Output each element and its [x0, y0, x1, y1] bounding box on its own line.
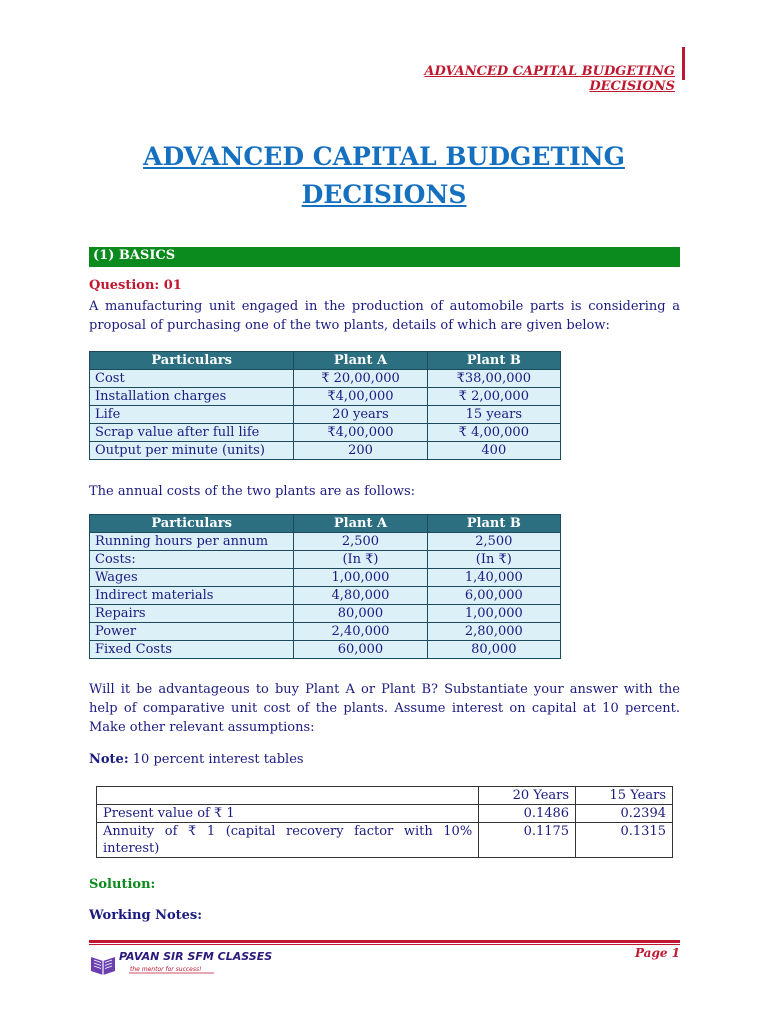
table-header-row: [97, 787, 673, 805]
header-cell: Plant B: [427, 515, 560, 533]
table-cell: Running hours per annum: [90, 533, 294, 551]
table-cell: 6,00,000: [427, 587, 560, 605]
question-intro: A manufacturing unit engaged in the production of automobile parts is considering a proposal of purchasing one of the two plants, details of which are given below:: [89, 299, 680, 333]
table-cell: 1,00,000: [294, 569, 427, 587]
question-text: Will it be advantageous to buy Plant A or Plant B? Substantiate your answer with the help of comparative unit cost of the plants. Assume interest on capital at 10 percent. Make other relevant assumptions:: [89, 682, 680, 735]
header-cell: [97, 787, 479, 805]
table-cell: ₹ 20,00,000: [294, 370, 427, 388]
table-row: [90, 623, 561, 641]
table-cell: 1,00,000: [427, 605, 560, 623]
table-header-row: [90, 515, 561, 533]
header-cell: 20 Years: [479, 787, 576, 805]
table-row: [90, 406, 561, 424]
note-label: Note:: [89, 752, 129, 767]
table-cell: Life: [90, 406, 294, 424]
plant-details-table: [89, 351, 561, 460]
table-row: [90, 551, 561, 569]
table-cell: ₹ 2,00,000: [427, 388, 560, 406]
header-cell: Plant A: [294, 515, 427, 533]
table-row: [97, 805, 673, 823]
table-cell: ₹4,00,000: [294, 424, 427, 442]
table-cell: (In ₹): [294, 551, 427, 569]
footer-divider-thin: [89, 944, 680, 945]
section-label: (1) BASICS: [93, 248, 176, 263]
table-row: [97, 823, 673, 858]
table-header-row: [90, 352, 561, 370]
table-row: [90, 533, 561, 551]
table-cell: Output per minute (units): [90, 442, 294, 460]
table-cell: 4,80,000: [294, 587, 427, 605]
annual-costs-table: [89, 514, 561, 659]
table-cell: 2,500: [294, 533, 427, 551]
table-cell: 1,40,000: [427, 569, 560, 587]
table-cell: Cost: [90, 370, 294, 388]
table-row: [90, 569, 561, 587]
header-cell: 15 Years: [576, 787, 673, 805]
table-cell: 0.1486: [479, 805, 576, 823]
page-title: [0, 138, 768, 214]
page-title-line2: DECISIONS: [301, 180, 467, 209]
table-cell: Present value of ₹ 1: [97, 805, 479, 823]
header-cell: Particulars: [90, 515, 294, 533]
table-cell: Indirect materials: [90, 587, 294, 605]
table-cell: 200: [294, 442, 427, 460]
table-cell: Fixed Costs: [90, 641, 294, 659]
table-cell: 2,40,000: [294, 623, 427, 641]
table-cell: Installation charges: [90, 388, 294, 406]
table-cell: 2,500: [427, 533, 560, 551]
table-cell: (In ₹): [427, 551, 560, 569]
solution-label: Solution:: [89, 877, 156, 892]
logo-tagline: the mentor for success!: [130, 966, 202, 973]
table-cell: Power: [90, 623, 294, 641]
table-cell: 80,000: [294, 605, 427, 623]
table-cell: Costs:: [90, 551, 294, 569]
logo-text: PAVAN SIR SFM CLASSES: [119, 950, 273, 963]
table-row: [90, 641, 561, 659]
table-row: [90, 370, 561, 388]
table-cell: ₹ 4,00,000: [427, 424, 560, 442]
table-cell: 60,000: [294, 641, 427, 659]
table-cell: Repairs: [90, 605, 294, 623]
table-cell: 0.2394: [576, 805, 673, 823]
question-label: Question: 01: [89, 278, 182, 293]
table-row: [90, 424, 561, 442]
table-row: [90, 442, 561, 460]
table-cell: 15 years: [427, 406, 560, 424]
header-cell: Particulars: [90, 352, 294, 370]
table-cell: ₹4,00,000: [294, 388, 427, 406]
running-header: ADVANCED CAPITAL BUDGETING DECISIONS: [424, 64, 675, 94]
table-cell: Annuity of ₹ 1 (capital recovery factor with 10% interest): [97, 823, 479, 858]
note-text: 10 percent interest tables: [128, 752, 304, 767]
footer-divider: [89, 940, 680, 943]
page-title-line1: ADVANCED CAPITAL BUDGETING: [143, 142, 625, 171]
table-cell: Scrap value after full life: [90, 424, 294, 442]
table-cell: ₹38,00,000: [427, 370, 560, 388]
header-accent-bar: [682, 47, 685, 80]
header-cell: Plant B: [427, 352, 560, 370]
working-notes-label: Working Notes:: [89, 908, 203, 923]
table-row: [90, 587, 561, 605]
header-cell: Plant A: [294, 352, 427, 370]
section-header-bar: [89, 247, 680, 267]
table-cell: 2,80,000: [427, 623, 560, 641]
note-line: [89, 752, 680, 767]
table-cell: 20 years: [294, 406, 427, 424]
annual-costs-intro: The annual costs of the two plants are as follows:: [89, 484, 416, 499]
table-row: [90, 605, 561, 623]
table-cell: 400: [427, 442, 560, 460]
interest-table: [96, 786, 673, 858]
table-cell: 80,000: [427, 641, 560, 659]
table-cell: 0.1315: [576, 823, 673, 858]
table-row: [90, 388, 561, 406]
page-number: Page 1: [634, 946, 680, 960]
table-cell: Wages: [90, 569, 294, 587]
table-cell: 0.1175: [479, 823, 576, 858]
